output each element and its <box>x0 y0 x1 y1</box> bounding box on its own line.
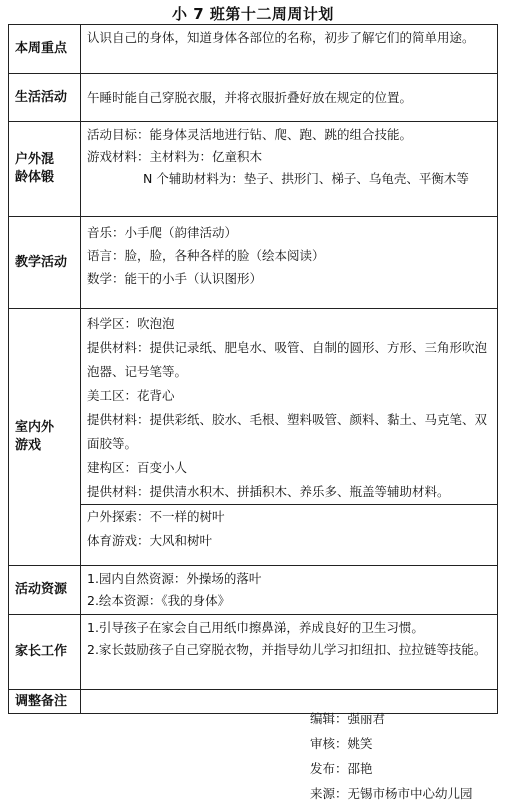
row-parent-work <box>9 615 498 690</box>
parent-task-2: 2.家长鼓励孩子自己穿脱衣物，并指导幼儿学习扣纽扣、拉拉链等技能。 <box>87 642 487 657</box>
weekly-focus-text: 认识自己的身体，知道身体各部位的名称，初步了解它们的简单用途。 <box>81 25 498 74</box>
row-teaching-activity <box>9 217 498 309</box>
reviewer-credit: 审核：姚笑 <box>310 736 373 751</box>
teaching-activity-label: 教学活动 <box>9 217 81 309</box>
parent-work-content <box>81 615 498 690</box>
outdoor-goal: 活动目标：能身体灵活地进行钻、爬、跑、跳的组合技能。 <box>87 127 413 142</box>
teaching-language: 语言：脸，脸，各种各样的脸（绘本阅读） <box>87 248 325 263</box>
parent-work-label: 家长工作 <box>9 615 81 690</box>
publisher-credit: 发布：邵艳 <box>310 761 373 776</box>
weekly-focus-label: 本周重点 <box>9 25 81 74</box>
outdoor-exercise-label: 户外混 龄体锻 <box>9 122 81 217</box>
row-weekly-focus <box>9 25 498 74</box>
life-activity-label: 生活活动 <box>9 74 81 122</box>
outdoor-explore: 户外探索：不一样的树叶 <box>87 509 225 524</box>
resources-content <box>81 566 498 615</box>
adjust-notes-label: 调整备注 <box>9 690 81 714</box>
resources-label: 活动资源 <box>9 566 81 615</box>
games-outdoor-section <box>81 504 497 553</box>
science-materials: 提供材料：提供记录纸、肥皂水、吸管、自制的圆形、方形、三角形吹泡泡器、记号笔等。 <box>87 340 488 379</box>
games-label: 室内外 游戏 <box>9 309 81 566</box>
outdoor-material-main: 游戏材料：主材料为：亿童积木 <box>87 149 263 164</box>
resource-nature: 1.园内自然资源：外操场的落叶 <box>87 571 262 586</box>
art-area: 美工区：花背心 <box>87 388 175 403</box>
teaching-math: 数学：能干的小手（认识图形） <box>87 271 263 286</box>
row-outdoor-exercise <box>9 122 498 217</box>
outdoor-exercise-content <box>81 122 498 217</box>
art-materials: 提供材料：提供彩纸、胶水、毛根、塑料吸管、颜料、黏土、马克笔、双面胶等。 <box>87 412 488 451</box>
row-life-activity <box>9 74 498 122</box>
science-area: 科学区：吹泡泡 <box>87 316 175 331</box>
outdoor-material-aux: N 个辅助材料为：垫子、拱形门、梯子、乌龟壳、平衡木等 <box>143 171 469 186</box>
build-area: 建构区：百变小人 <box>87 460 188 475</box>
weekly-plan-table <box>8 24 498 714</box>
row-activity-resources <box>9 566 498 615</box>
credits <box>310 706 506 806</box>
sports-game: 体育游戏：大风和树叶 <box>87 533 213 548</box>
source-credit: 来源：无锡市杨市中心幼儿园 <box>310 786 473 801</box>
page-title: 小 7 班第十二周周计划 <box>172 5 334 23</box>
resource-book: 2.绘本资源：《我的身体》 <box>87 593 231 608</box>
parent-task-1: 1.引导孩子在家会自己用纸巾擦鼻涕，养成良好的卫生习惯。 <box>87 620 424 635</box>
build-materials: 提供材料：提供清水积木、拼插积木、养乐多、瓶盖等辅助材料。 <box>87 484 450 499</box>
row-indoor-outdoor-games <box>9 309 498 566</box>
teaching-activity-content <box>81 217 498 309</box>
life-activity-text: 午睡时能自己穿脱衣服，并将衣服折叠好放在规定的位置。 <box>81 74 498 122</box>
games-content <box>81 309 498 566</box>
editor-credit: 编辑：强丽君 <box>310 711 386 726</box>
teaching-music: 音乐：小手爬（韵律活动） <box>87 225 238 240</box>
